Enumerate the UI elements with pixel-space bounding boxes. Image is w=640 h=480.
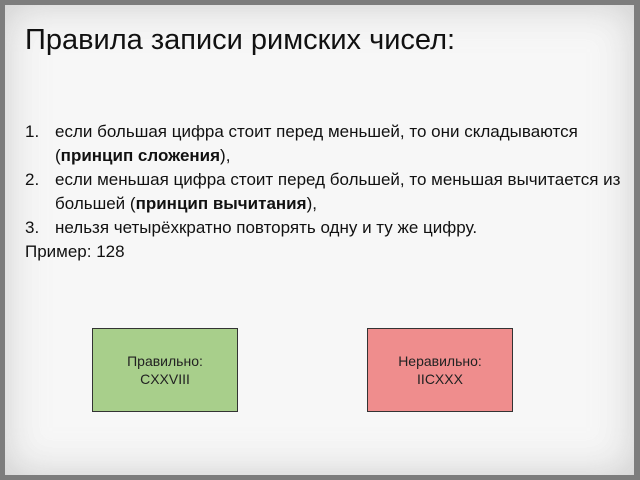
correct-value: CXXVIII <box>140 371 190 387</box>
correct-example-box <box>92 328 238 412</box>
rule-item-1 <box>25 120 630 168</box>
rule-number: 2. <box>25 170 40 189</box>
slide-title: Правила записи римских чисел: <box>25 24 456 56</box>
rules-list <box>25 120 630 264</box>
rule-item-3 <box>25 216 630 240</box>
rule-text: если меньшая цифра стоит перед большей, то меньшая вычитается из большей ( <box>55 170 621 213</box>
incorrect-value: IICXXX <box>417 371 463 387</box>
rule-principle: принцип вычитания <box>135 194 307 213</box>
rule-text-end: ), <box>306 194 317 213</box>
rule-text-end: ), <box>220 146 231 165</box>
rule-principle: принцип сложения <box>60 146 221 165</box>
rule-item-2 <box>25 168 630 216</box>
rule-text: нельзя четырёхкратно повторять одну и ту же цифру. <box>55 218 478 237</box>
rule-number: 3. <box>25 218 40 237</box>
example-text: Пример: 128 <box>25 242 125 261</box>
incorrect-label: Неравильно: <box>398 353 482 369</box>
correct-label: Правильно: <box>127 353 203 369</box>
rule-number: 1. <box>25 122 40 141</box>
rule-text: если большая цифра стоит перед меньшей, то они складываются ( <box>55 122 578 165</box>
incorrect-example-box <box>367 328 513 412</box>
slide <box>5 5 634 475</box>
